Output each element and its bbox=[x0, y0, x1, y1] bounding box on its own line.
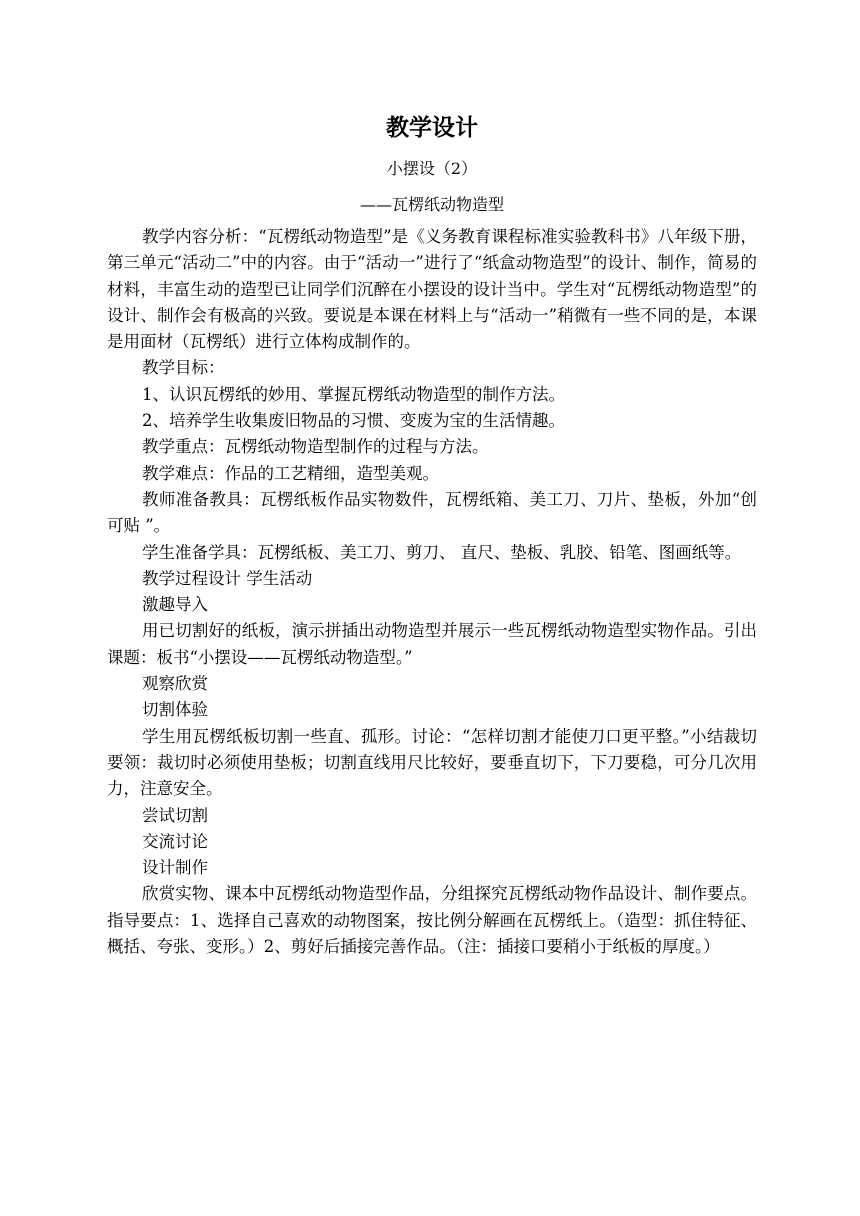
paragraph-design-body: 欣赏实物、课本中瓦楞纸动物造型作品，分组探究瓦楞纸动物作品设计、制作要点。指导要点：1、选择自己喜欢的动物图案，按比例分解画在瓦楞纸上。（造型：抓住特征、概括、夸张、变形。）2、剪好后插接完善作品。（注：插接口要稍小于纸板的厚度。） bbox=[107, 884, 757, 957]
paragraph-intro-body: 用已切割好的纸板，演示拼插出动物造型并展示一些瓦楞纸动物造型实物作品。引出课题：板书“小摆设——瓦楞纸动物造型。” bbox=[107, 621, 757, 667]
paragraph-section-design: 设计制作 bbox=[142, 858, 208, 878]
paragraph-objective-1: 1、认识瓦楞纸的妙用、掌握瓦楞纸动物造型的制作方法。 bbox=[142, 384, 565, 404]
paragraph-student-materials: 学生准备学具：瓦楞纸板、美工刀、剪刀、 直尺、垫板、乳胶、铅笔、图画纸等。 bbox=[142, 542, 742, 562]
paragraph-section-cutting: 切割体验 bbox=[142, 700, 208, 720]
paragraph-section-observe: 观察欣赏 bbox=[142, 674, 208, 694]
document-page bbox=[107, 110, 757, 960]
document-subtitle: 小摆设（2） bbox=[386, 159, 478, 178]
paragraph-key-point: 教学重点：瓦楞纸动物造型制作的过程与方法。 bbox=[142, 437, 489, 457]
paragraph-content-analysis: 教学内容分析：“瓦楞纸动物造型”是《义务教育课程标准实验教科书》八年级下册，第三单元“活动二”中的内容。由于“活动一”进行了“纸盒动物造型”的设计、制作，简易的材料，丰富生动的造型已让同学们沉醉在小摆设的设计当中。学生对“瓦楞纸动物造型”的设计、制作会有极高的兴致。要说是本课在材料上与“活动一”稍微有一些不同的是，本课是用面材（瓦楞纸）进行立体构成制作的。 bbox=[107, 227, 757, 352]
paragraph-section-discuss: 交流讨论 bbox=[142, 831, 208, 851]
paragraph-difficulty: 教学难点：作品的工艺精细，造型美观。 bbox=[142, 463, 439, 483]
paragraph-process-heading: 教学过程设计 学生活动 bbox=[142, 568, 313, 588]
document-subtitle-secondary: ——瓦楞纸动物造型 bbox=[359, 195, 504, 214]
paragraph-section-try-cut: 尝试切割 bbox=[142, 805, 208, 825]
paragraph-objective-2: 2、培养学生收集废旧物品的习惯、变废为宝的生活情趣。 bbox=[142, 411, 565, 431]
paragraph-objectives-heading: 教学目标： bbox=[142, 358, 225, 378]
paragraph-teacher-materials: 教师准备教具：瓦楞纸板作品实物数件，瓦楞纸箱、美工刀、刀片、垫板，外加“创可贴 ”。 bbox=[107, 489, 757, 536]
paragraph-cutting-body: 学生用瓦楞纸板切割一些直、孤形。讨论：“怎样切割才能使刀口更平整。”小结裁切要领：裁切时必须使用垫板；切割直线用尺比较好，要垂直切下，下刀要稳，可分几次用力，注意安全。 bbox=[107, 726, 757, 799]
paragraph-section-intro: 激趣导入 bbox=[142, 595, 208, 615]
document-title: 教学设计 bbox=[386, 114, 478, 141]
